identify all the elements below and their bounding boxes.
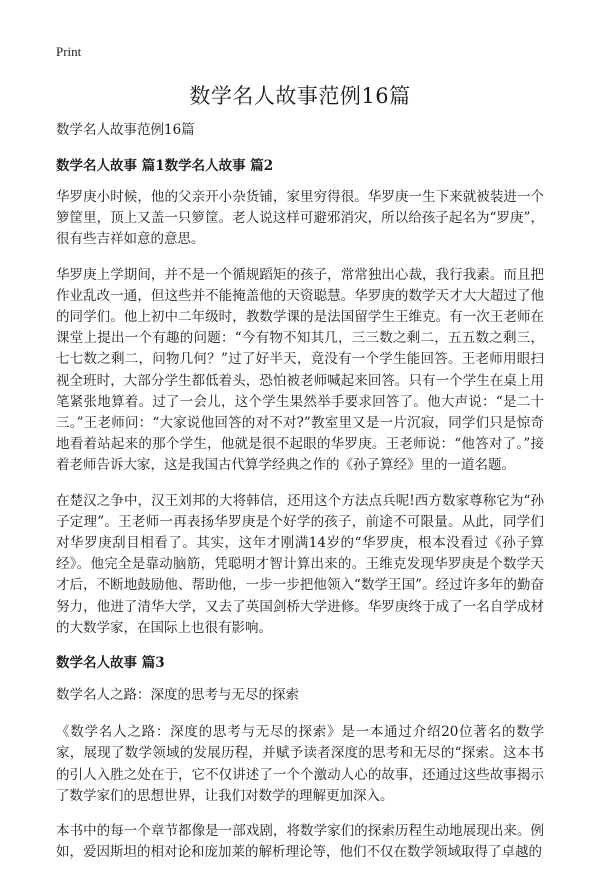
- paragraph: 本书中的每一个章节都像是一部戏剧，将数学家们的探索历程生动地展现出来。例如，爱因斯坦的相对论和庞加莱的解析理论等，他们不仅在数学领域取得了卓越的: [56, 823, 544, 861]
- section-lead: 数学名人之路：深度的思考与无尽的探索: [56, 687, 299, 704]
- paragraph: 华罗庚上学期间，并不是一个循规蹈矩的孩子，常常独出心裁，我行我素。而且把作业乱改一通，但这些并不能掩盖他的天资聪慧。华罗庚的数学天才大大超过了他的同学们。他上初中二年级时，教数学课的是法国留学生王维克。有一次王老师在课堂上提出一个有趣的问题：“今有物不知其几，三三数之剩二，五五数之剩三，七七数之剩二，问物几何？”过了好半天，竟没有一个学生能回答。王老师用眼扫视全班时，大部分学生都低着头，恐怕被老师喊起来回答。只有一个学生在桌上用笔紧张地算着。过了一会儿，这个学生果然举手要求回答了。他大声说：“是二十三。”王老师问：“大家说他回答的对不对?”教室里又是一片沉寂，同学们只是惊奇地看着站起来的那个学生，他就是很不起眼的华罗庚。王老师说：“他答对了。”接着老师告诉大家，这是我国古代算学经典之作的《孙子算经》里的一道名题。: [56, 266, 544, 474]
- section-heading-1: 数学名人故事 篇1数学名人故事 篇2: [56, 158, 274, 174]
- document-title: 数学名人故事范例16篇: [189, 84, 411, 108]
- print-link[interactable]: Print: [56, 44, 82, 59]
- document-body: [56, 120, 544, 877]
- paragraph: 《数学名人之路：深度的思考与无尽的探索》是一本通过介绍20位著名的数学家，展现了数学领域的发展历程，并赋予读者深度的思考和无尽的“探索。这本书的引人入胜之处在于，它不仅讲述了一个个激动人心的故事，还通过这些故事揭示了数学家们的思想世界，让我们对数学的理解更加深入。: [56, 724, 544, 804]
- paragraph: 华罗庚小时候，他的父亲开小杂货铺，家里穷得很。华罗庚一生下来就被装进一个箩筐里，顶上又盖一只箩筐。老人说这样可避邪消灾，所以给孩子起名为“罗庚”，很有些吉祥如意的意思。: [56, 189, 544, 248]
- document-subtitle: 数学名人故事范例16篇: [56, 122, 195, 138]
- paragraph: 在楚汉之争中，汉王刘邦的大将韩信，还用这个方法点兵呢!西方数家尊称它为“孙子定理”。王老师一再表扬华罗庚是个好学的孩子，前途不可限量。从此，同学们对华罗庚刮目相看了。其实，这年才刚满14岁的“华罗庚，根本没看过《孙子算经》。他完全是靠动脑筋，凭聪明才智计算出来的。王维克发现华罗庚是个数学天才后，不断地鼓励他、帮助他，一步一步把他领入“数学王国”。经过许多年的勤奋努力，他进了清华大学，又去了英国剑桥大学进修。华罗庚终于成了一名自学成材的大数学家，在国际上也很有影响。: [56, 492, 544, 636]
- section-heading-3: 数学名人故事 篇3: [56, 655, 165, 672]
